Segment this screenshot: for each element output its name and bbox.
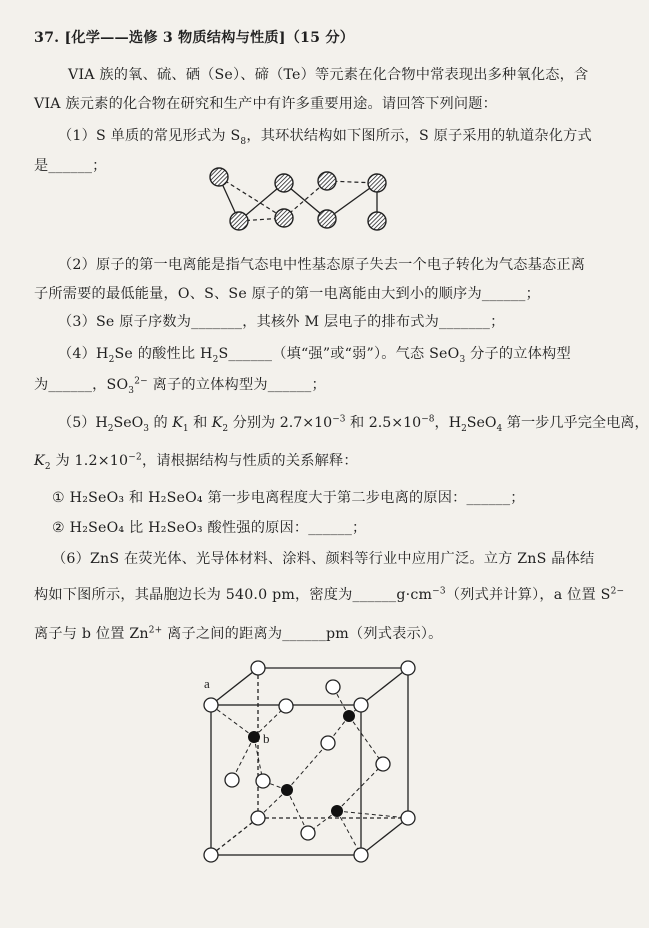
s-ion [354, 698, 368, 712]
s-atom [318, 210, 336, 228]
s-ion [401, 661, 415, 675]
intro-line-2: VIA 族元素的化合物在研究和生产中有许多重要用途。请回答下列问题： [34, 96, 498, 112]
question-number: 37. [34, 30, 60, 46]
s-ion [204, 848, 218, 862]
q5-line-1: $(5)H_2SeO_3$ 的 $K_1$ 和 $K_2$ 分别为 $2.7\times 10^{-3}$ 和 $2.5\times 10^{-8}$，$H_2SeO_4$ 第一步几乎完全电离， [58, 414, 649, 434]
s-atom [318, 172, 336, 190]
s-atom [210, 168, 228, 186]
q2-line-2: 子所需要的最低能量，O、S、Se 原子的第一电离能由大到小的顺序为______； [34, 286, 540, 302]
intro-line-1: VIA 族的氧、硫、硒（Se）、碲（Te）等元素在化合物中常表现出多种氧化态，含 [68, 67, 589, 83]
q5-sub-2: ② H₂SeO₄ 比 H₂SeO₃ 酸性强的原因：______； [52, 520, 367, 536]
q6-line-2: 构如下图所示，其晶胞边长为 540.0 pm，密度为$\_\_\_\_\_\_g\cdot cm^{-3}$（列式并计算），a 位置 $S^{2-}$ [34, 586, 625, 603]
zn-ion [248, 731, 260, 743]
label-b: b [263, 731, 270, 746]
s-ion [251, 661, 265, 675]
s-ion [321, 736, 335, 750]
s-atom [275, 174, 293, 192]
q4-line-2: 为______，$SO_3^{2-}$ 离子的立体构型为______； [34, 376, 326, 396]
zn-ion [281, 784, 293, 796]
label-a: a [204, 676, 210, 691]
q4-line-1: $(4)H_2Se$ 的酸性比 $H_2S\_\_\_\_\_\_$（填“强”或“弱”）。气态 SeO$_3$ 分子的立体构型 [58, 346, 571, 365]
s-ion [354, 848, 368, 862]
q6-line-1: （6）ZnS 在荧光体、光导体材料、涂料、颜料等行业中应用广泛。立方 ZnS 晶体结 [52, 551, 595, 567]
q6-line-3: 离子与 b 位置 $Zn^{2+}$ 离子之间的距离为______pm（列式表示）。 [34, 625, 443, 642]
s-ion [256, 774, 270, 788]
s-ion [401, 811, 415, 825]
q1-line-1: （1）S 单质的常见形式为 $S_8$，其环状结构如下图所示，S 原子采用的轨道杂化方式 [58, 128, 592, 147]
q5-sub-1: ① H₂SeO₃ 和 H₂SeO₄ 第一步电离程度大于第二步电离的原因：______； [52, 490, 525, 506]
s-atom [275, 209, 293, 227]
s-ion [301, 826, 315, 840]
s-atom [230, 212, 248, 230]
s-ion [279, 699, 293, 713]
s-ion [376, 757, 390, 771]
s-atom [368, 212, 386, 230]
q2-line-1: （2）原子的第一电离能是指气态电中性基态原子失去一个电子转化为气态基态正离 [58, 257, 586, 273]
zn-ion [331, 805, 343, 817]
q1-line-2: 是______； [34, 158, 107, 174]
question-header [34, 27, 354, 47]
s-ion [225, 773, 239, 787]
s-ion [204, 698, 218, 712]
s-atom [368, 174, 386, 192]
q5-line-2: $K_2$ 为 $1.2\times 10^{-2}$，请根据结构与性质的关系解释： [34, 452, 358, 472]
s-ion [251, 811, 265, 825]
q3-line: （3）Se 原子序数为_______，其核外 M 层电子的排布式为_______； [58, 314, 505, 330]
question-title: [化学——选修 3 物质结构与性质]（15 分） [64, 30, 355, 46]
zn-ion [343, 710, 355, 722]
s-ion [326, 680, 340, 694]
